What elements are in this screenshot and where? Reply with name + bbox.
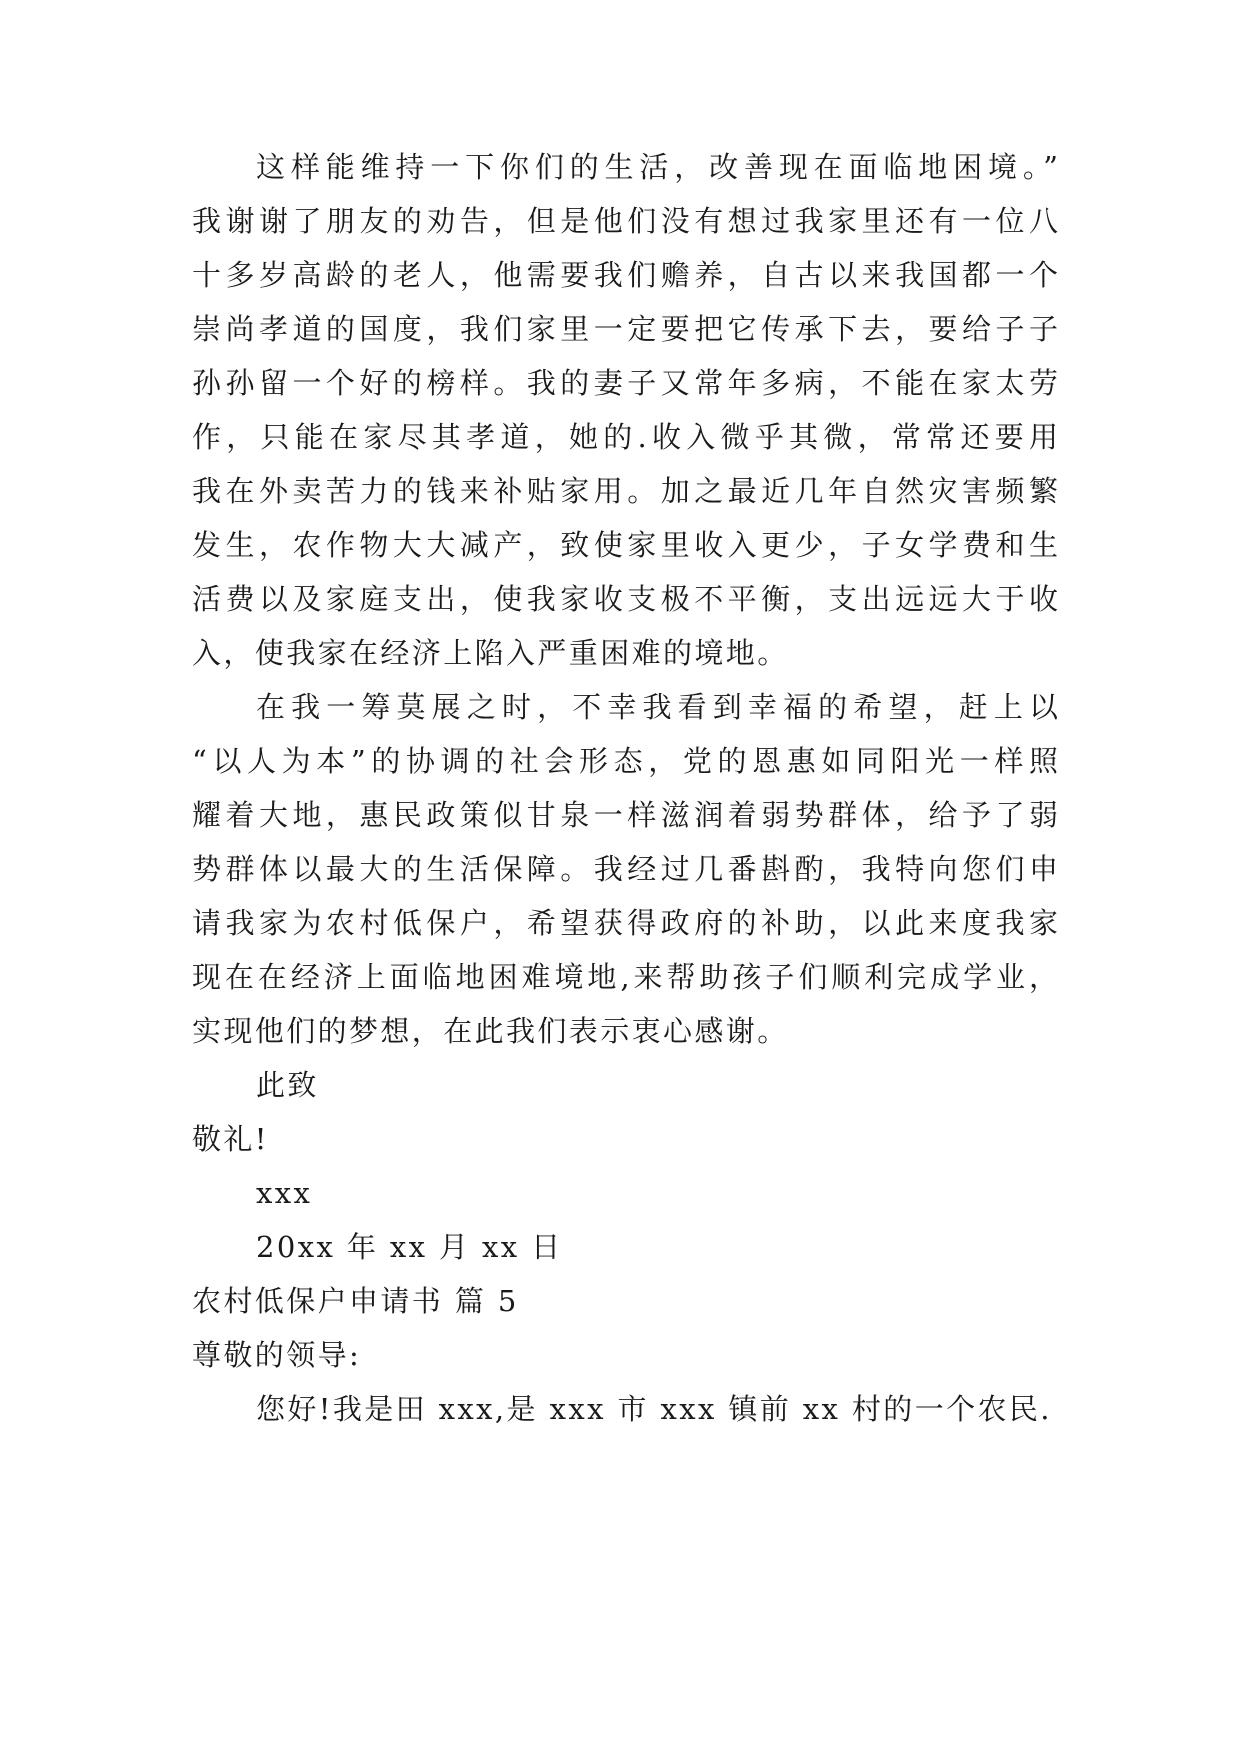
paragraph-line-6: 作，只能在家尽其孝道，她的.收入微乎其微，常常还要用: [192, 420, 1058, 454]
paragraph-line-15: 请我家为农村低保户，希望获得政府的补助，以此来度我家: [192, 906, 1058, 940]
paragraph-line-10: 入，使我家在经济上陷入严重困难的境地。: [192, 636, 789, 670]
paragraph-line-14: 势群体以最大的生活保障。我经过几番斟酌，我特向您们申: [192, 852, 1058, 886]
signature-name: xxx: [256, 1176, 313, 1210]
paragraph-line-1: 这样能维持一下你们的生活，改善现在面临地困境。”: [256, 150, 1058, 184]
paragraph-line-9: 活费以及家庭支出，使我家收支极不平衡，支出远远大于收: [192, 582, 1058, 616]
paragraph-line-4: 崇尚孝道的国度，我们家里一定要把它传承下去，要给子子: [192, 312, 1058, 346]
paragraph-line-17: 实现他们的梦想，在此我们表示衷心感谢。: [192, 1014, 789, 1048]
letter-greeting: 尊敬的领导:: [192, 1338, 362, 1372]
paragraph-line-2: 我谢谢了朋友的劝告，但是他们没有想过我家里还有一位八: [192, 204, 1058, 238]
paragraph-line-3: 十多岁高龄的老人，他需要我们赡养，自古以来我国都一个: [192, 258, 1058, 292]
paragraph-line-12: “以人为本”的协调的社会形态，党的恩惠如同阳光一样照: [192, 744, 1058, 778]
signature-date: 20xx 年 xx 月 xx 日: [256, 1230, 563, 1264]
paragraph-line-13: 耀着大地，惠民政策似甘泉一样滋润着弱势群体，给予了弱: [192, 798, 1058, 832]
paragraph-line-5: 孙孙留一个好的榜样。我的妻子又常年多病，不能在家太劳: [192, 366, 1058, 400]
paragraph-line-16: 现在在经济上面临地困难境地,来帮助孩子们顺利完成学业，: [192, 960, 1058, 994]
closing-regards: 敬礼!: [192, 1122, 269, 1156]
section-heading: 农村低保户申请书 篇 5: [192, 1284, 519, 1318]
paragraph-line-11: 在我一筹莫展之时，不幸我看到幸福的希望，赶上以: [256, 690, 1058, 724]
paragraph-line-18: 您好!我是田 xxx,是 xxx 市 xxx 镇前 xx 村的一个农民.: [256, 1392, 1052, 1426]
paragraph-line-8: 发生，农作物大大减产，致使家里收入更少，子女学费和生: [192, 528, 1058, 562]
closing-salutation: 此致: [256, 1068, 319, 1102]
paragraph-line-7: 我在外卖苦力的钱来补贴家用。加之最近几年自然灾害频繁: [192, 474, 1058, 508]
